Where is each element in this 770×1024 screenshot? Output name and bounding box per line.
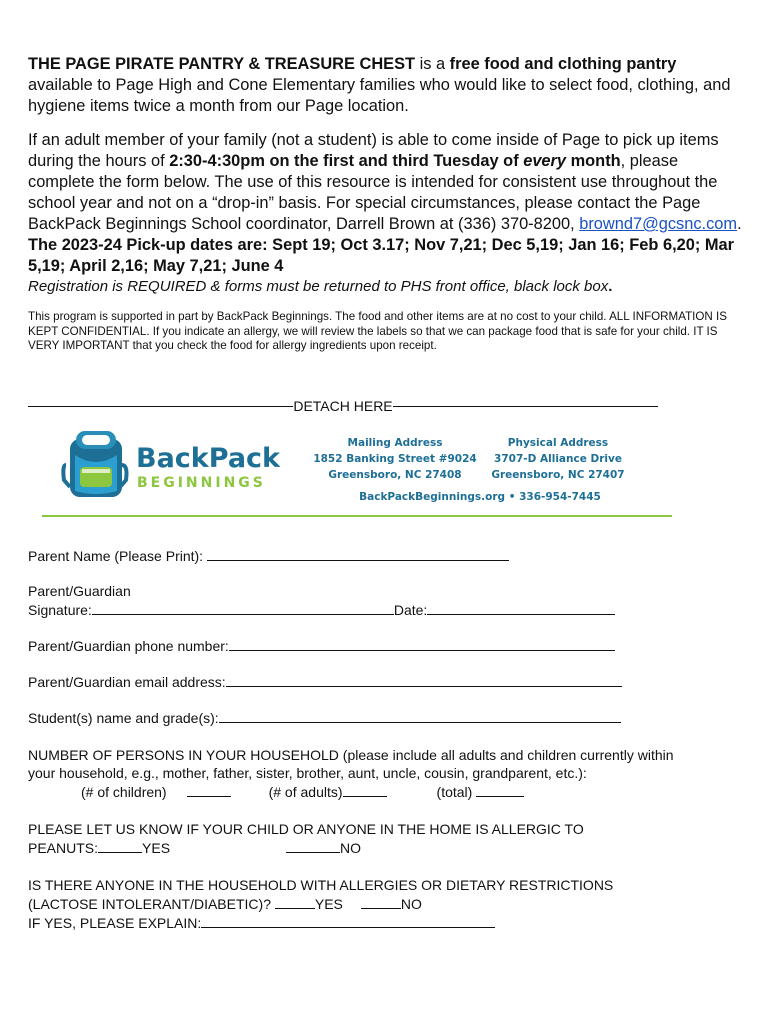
peanut-line-2 xyxy=(28,838,744,857)
mailing-street: 1852 Banking Street #9024 xyxy=(313,453,477,465)
support-note: This program is supported in part by BackPack Beginnings. The food and other items are at no cost to your child. ALL INFORMATION IS KEPT CONFIDENTIAL. If you indicate an allergy, we will review the labels so that we can package food that is safe for your child. IT IS VERY IMPORTANT that you check the food for allergy ingredients upon receipt. xyxy=(28,310,727,352)
peanut-yes-label: YES xyxy=(142,840,171,856)
every-text: every xyxy=(523,152,567,170)
signature-row xyxy=(28,600,744,619)
detach-rule-left xyxy=(28,406,293,407)
peanut-no-label: NO xyxy=(340,840,362,856)
intro-text: is a xyxy=(415,55,450,73)
document-body xyxy=(28,54,744,354)
parent-name-field[interactable] xyxy=(207,546,509,561)
registration-period: . xyxy=(608,278,613,295)
total-field[interactable] xyxy=(476,782,524,797)
guardian-label-row: Parent/Guardian xyxy=(28,583,131,599)
physical-address xyxy=(488,435,628,483)
free-pantry-text: free food and clothing pantry xyxy=(449,55,677,73)
detach-rule-right xyxy=(393,406,658,407)
date-field[interactable] xyxy=(427,600,615,615)
peanut-yes-field[interactable] xyxy=(98,838,142,853)
logo-wordmark: BackPack xyxy=(136,443,281,474)
pickup-text-2: , please complete the form below. The use of this resource is intended for consistent use throughout the school year and not on a “drop-in” basis. For special circumstances, please contact the Page BackPack Beginnings School coordinator, Darrell Brown at (336) 370-8200, xyxy=(28,152,718,233)
diet-yes-label: YES xyxy=(314,896,343,912)
diet-line-2 xyxy=(28,894,744,913)
green-divider xyxy=(42,515,672,517)
students-row xyxy=(28,708,744,727)
date-label: Date: xyxy=(393,602,428,618)
peanut-no-field[interactable] xyxy=(286,838,340,853)
mailing-city: Greensboro, NC 27408 xyxy=(328,469,462,481)
diet-label: (LACTOSE INTOLERANT/DIABETIC)? xyxy=(28,896,275,912)
registration-form xyxy=(28,546,744,932)
phone-label: Parent/Guardian phone number: xyxy=(28,638,229,654)
explain-label: IF YES, PLEASE EXPLAIN: xyxy=(28,915,202,931)
month-text: month xyxy=(566,152,621,170)
pickup-text: If an adult member of your family (not a student) is able to come inside of Page to pick up items during the hours of xyxy=(28,131,719,170)
intro-rest: available to Page High and Cone Elementary families who would like to select food, clothing, and hygiene items twice a month from our Page location. xyxy=(28,76,731,115)
email-row xyxy=(28,672,744,691)
phone-row xyxy=(28,636,744,655)
mailing-address xyxy=(310,435,480,483)
explain-row xyxy=(28,913,744,932)
pickup-dates: The 2023-24 Pick-up dates are: Sept 19; Oct 3.17; Nov 7,21; Dec 5,19; Jan 16; Feb 6,20; Mar 5,19; April 2,16; May 7,21; June 4 xyxy=(28,236,735,275)
students-field[interactable] xyxy=(219,708,621,723)
registration-note xyxy=(28,277,744,296)
email-field[interactable] xyxy=(226,672,622,687)
students-label: Student(s) name and grade(s): xyxy=(28,710,219,726)
pickup-hours: 2:30-4:30pm on the first and third Tuesday of xyxy=(169,152,524,170)
parent-name-label: Parent Name (Please Print): xyxy=(28,548,207,564)
peanuts-label: PEANUTS: xyxy=(28,840,99,856)
explain-field[interactable] xyxy=(201,913,495,928)
email-label: Parent/Guardian email address: xyxy=(28,674,226,690)
backpack-beginnings-header xyxy=(60,425,680,505)
children-field[interactable] xyxy=(187,782,231,797)
coordinator-email-link[interactable]: brownd7@gcsnc.com xyxy=(579,215,738,233)
signature-label: Signature: xyxy=(28,602,92,618)
physical-street: 3707-D Alliance Drive xyxy=(494,453,622,465)
household-line-2: your household, e.g., mother, father, sister, brother, aunt, uncle, cousin, grandparent, etc.): xyxy=(28,765,587,781)
diet-no-label: NO xyxy=(400,896,422,912)
pantry-name: THE PAGE PIRATE PANTRY & TREASURE CHEST xyxy=(28,55,416,73)
peanut-line-1: PLEASE LET US KNOW IF YOUR CHILD OR ANYONE IN THE HOME IS ALLERGIC TO xyxy=(28,821,584,837)
diet-line-1: IS THERE ANYONE IN THE HOUSEHOLD WITH ALLERGIES OR DIETARY RESTRICTIONS xyxy=(28,877,614,893)
phone-field[interactable] xyxy=(229,636,615,651)
parent-name-row xyxy=(28,546,744,565)
children-label: (# of children) xyxy=(81,784,167,800)
total-label: (total) xyxy=(436,784,473,800)
contact-line: BackPackBeginnings.org • 336-954-7445 xyxy=(359,491,601,503)
diet-no-field[interactable] xyxy=(361,894,401,909)
pickup-paragraph xyxy=(28,130,744,235)
diet-yes-field[interactable] xyxy=(275,894,315,909)
detach-line xyxy=(28,398,658,414)
intro-paragraph xyxy=(28,54,744,117)
household-counts-row xyxy=(81,782,744,801)
physical-city: Greensboro, NC 27407 xyxy=(491,469,625,481)
registration-text: Registration is REQUIRED & forms must be returned to PHS front office, black lock box xyxy=(28,278,609,295)
detach-label: DETACH HERE xyxy=(293,398,393,414)
signature-field[interactable] xyxy=(92,600,394,615)
logo-subtitle: BEGINNINGS xyxy=(137,475,266,491)
adults-field[interactable] xyxy=(343,782,387,797)
physical-heading: Physical Address xyxy=(507,437,609,449)
adults-label: (# of adults) xyxy=(268,784,343,800)
backpack-logo-icon xyxy=(60,425,281,505)
period: . xyxy=(737,215,742,233)
mailing-heading: Mailing Address xyxy=(347,437,443,449)
household-line-1: NUMBER OF PERSONS IN YOUR HOUSEHOLD (please include all adults and children currently within xyxy=(28,747,674,763)
